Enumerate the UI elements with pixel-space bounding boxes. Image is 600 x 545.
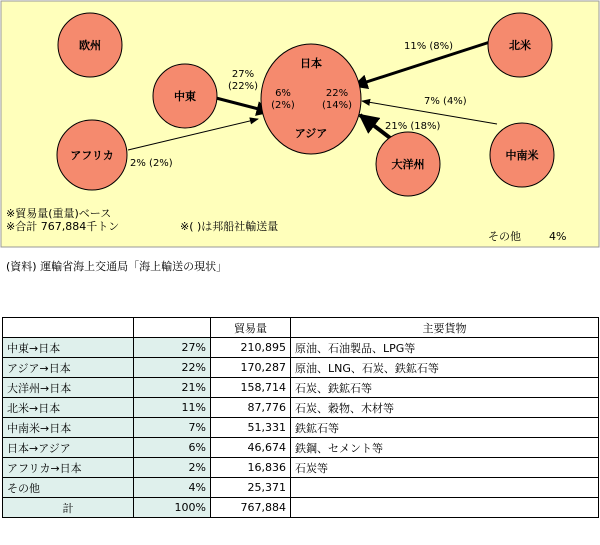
goods-cell: 原油、石油製品、LPG等 [291, 338, 599, 358]
total-volume-cell: 767,884 [211, 498, 291, 518]
route-cell: その他 [3, 478, 134, 498]
note-other-label: その他 [488, 230, 521, 243]
route-cell: 北米→日本 [3, 398, 134, 418]
node-oceania [376, 132, 440, 196]
note-basis: ※貿易量(重量)ベース [6, 207, 112, 220]
note-total: ※合計 767,884千トン [6, 220, 120, 233]
volume-cell: 170,287 [211, 358, 291, 378]
goods-cell: 原油、LNG、石炭、鉄鉱石等 [291, 358, 599, 378]
total-goods-cell [291, 498, 599, 518]
flow-label-north-america: 11% (8%) [404, 41, 454, 52]
share-cell: 2% [134, 458, 211, 478]
goods-cell: 石炭等 [291, 458, 599, 478]
node-north-america [488, 13, 552, 77]
share-cell: 4% [134, 478, 211, 498]
share-cell: 6% [134, 438, 211, 458]
trade-volume-table [2, 317, 599, 518]
table-row [3, 398, 599, 418]
volume-cell: 46,674 [211, 438, 291, 458]
goods-cell: 石炭、穀物、木材等 [291, 398, 599, 418]
goods-cell: 鉄鋼、セメント等 [291, 438, 599, 458]
node-middle-east [153, 64, 217, 128]
node-japan-label: 日本 [300, 57, 322, 70]
node-europe [58, 13, 122, 77]
goods-cell: 鉄鉱石等 [291, 418, 599, 438]
node-north-america-label: 北米 [509, 39, 531, 52]
share-cell: 7% [134, 418, 211, 438]
table-row [3, 478, 599, 498]
table-row [3, 458, 599, 478]
node-oceania-label: 大洋州 [391, 158, 425, 171]
flow-label-japan-to-asia: 6% (2%) [271, 88, 295, 111]
flow-label-latin-america: 7% (4%) [424, 96, 467, 107]
header-goods: 主要貨物 [291, 318, 599, 338]
route-cell: アジア→日本 [3, 358, 134, 378]
route-cell: 中東→日本 [3, 338, 134, 358]
table-row [3, 438, 599, 458]
volume-cell: 158,714 [211, 378, 291, 398]
goods-cell [291, 478, 599, 498]
node-japan-asia [261, 44, 361, 154]
volume-cell: 210,895 [211, 338, 291, 358]
share-cell: 27% [134, 338, 211, 358]
flow-label-middle-east: 27% (22%) [227, 69, 259, 92]
table-total-row [3, 498, 599, 518]
node-latin-america-label: 中南米 [505, 149, 539, 162]
goods-cell: 石炭、鉄鉱石等 [291, 378, 599, 398]
table-row [3, 338, 599, 358]
total-label-cell: 計 [3, 498, 134, 518]
table-row [3, 378, 599, 398]
node-asia-label: アジア [294, 127, 328, 140]
route-cell: アフリカ→日本 [3, 458, 134, 478]
table-header-row [3, 318, 599, 338]
header-share [134, 318, 211, 338]
share-cell: 11% [134, 398, 211, 418]
table-row [3, 358, 599, 378]
table-row [3, 418, 599, 438]
flow-label-asia-to-japan: 22% (14%) [321, 88, 353, 111]
note-parentheses: ※( )は邦船社輸送量 [180, 220, 279, 233]
node-europe-label: 欧州 [79, 39, 101, 52]
volume-cell: 87,776 [211, 398, 291, 418]
volume-cell: 25,371 [211, 478, 291, 498]
node-africa-label: アフリカ [70, 149, 114, 162]
flow-label-africa: 2% (2%) [130, 158, 173, 169]
node-africa [57, 120, 127, 190]
flow-label-oceania: 21% (18%) [385, 121, 441, 132]
node-latin-america [490, 123, 554, 187]
share-cell: 22% [134, 358, 211, 378]
total-share-cell: 100% [134, 498, 211, 518]
source-note: (資料) 運輸省海上交通局「海上輸送の現状」 [6, 260, 228, 273]
route-cell: 日本→アジア [3, 438, 134, 458]
share-cell: 21% [134, 378, 211, 398]
node-middle-east-label: 中東 [174, 90, 196, 103]
header-volume: 貿易量 [211, 318, 291, 338]
volume-cell: 16,836 [211, 458, 291, 478]
route-cell: 大洋州→日本 [3, 378, 134, 398]
route-cell: 中南米→日本 [3, 418, 134, 438]
volume-cell: 51,331 [211, 418, 291, 438]
note-other-value: 4% [549, 230, 567, 243]
header-route [3, 318, 134, 338]
